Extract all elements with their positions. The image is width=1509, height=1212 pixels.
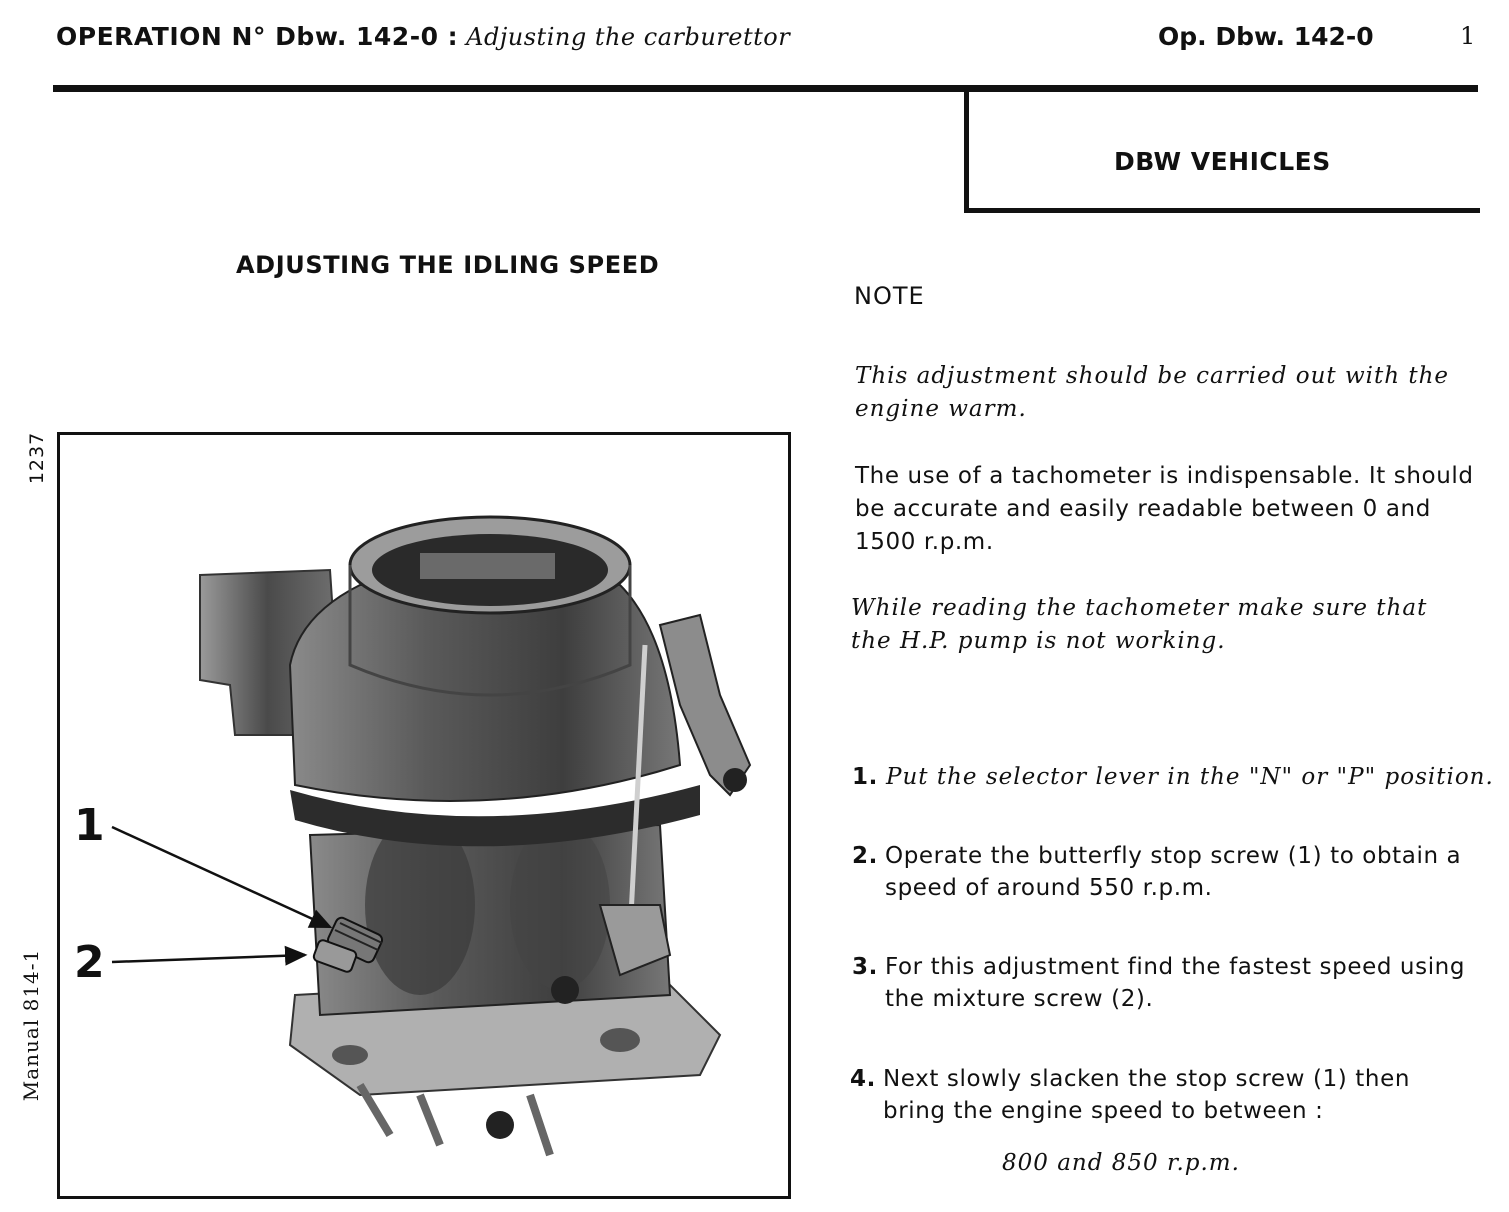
step-number: 1. <box>852 764 878 790</box>
callout-2-arrow <box>112 955 305 962</box>
operation-label: OPERATION N° Dbw. 142-0 : <box>56 22 459 51</box>
carburettor-figure <box>57 432 791 1199</box>
note-paragraph-1: This adjustment should be carried out with the engine warm. <box>855 363 1450 422</box>
operation-title: Adjusting the carburettor <box>466 23 791 51</box>
manual-reference: Manual 814-1 <box>19 948 43 1102</box>
step-text: Operate the butterfly stop screw (1) to obtain a speed of around 550 r.p.m. <box>885 843 1462 901</box>
step-text: For this adjustment find the fastest speed using the mixture screw (2). <box>885 954 1466 1012</box>
vehicles-box-left-rule <box>964 90 969 213</box>
operation-code: Op. Dbw. 142-0 <box>1158 22 1374 51</box>
note-heading: NOTE <box>854 282 925 310</box>
vehicles-label: DBW VEHICLES <box>1114 147 1331 176</box>
callout-1: 1 <box>74 800 105 851</box>
carburettor-illustration <box>60 435 788 1196</box>
page-number: 1 <box>1460 22 1476 50</box>
callout-1-arrow <box>112 827 330 927</box>
header-rule <box>53 85 1478 92</box>
step-number: 4. <box>850 1066 876 1092</box>
step-text: Put the selector lever in the "N" or "P" position. <box>886 764 1494 790</box>
target-speed: 800 and 850 r.p.m. <box>1002 1150 1240 1176</box>
vehicles-box-bottom-rule <box>964 208 1480 213</box>
note-paragraph-3: While reading the tachometer make sure that the H.P. pump is not working. <box>851 595 1428 654</box>
note-paragraph-2: The use of a tachometer is indispensable. It should be accurate and easily readable between 0 and 1500 r.p.m. <box>855 463 1474 555</box>
step-text: Next slowly slacken the stop screw (1) then bring the engine speed to between : <box>883 1066 1411 1124</box>
step-number: 2. <box>852 843 878 869</box>
step-number: 3. <box>852 954 878 980</box>
figure-id-number: 1237 <box>26 431 48 485</box>
callout-2: 2 <box>74 937 105 988</box>
section-title: ADJUSTING THE IDLING SPEED <box>236 251 660 279</box>
operation-header <box>56 22 790 51</box>
